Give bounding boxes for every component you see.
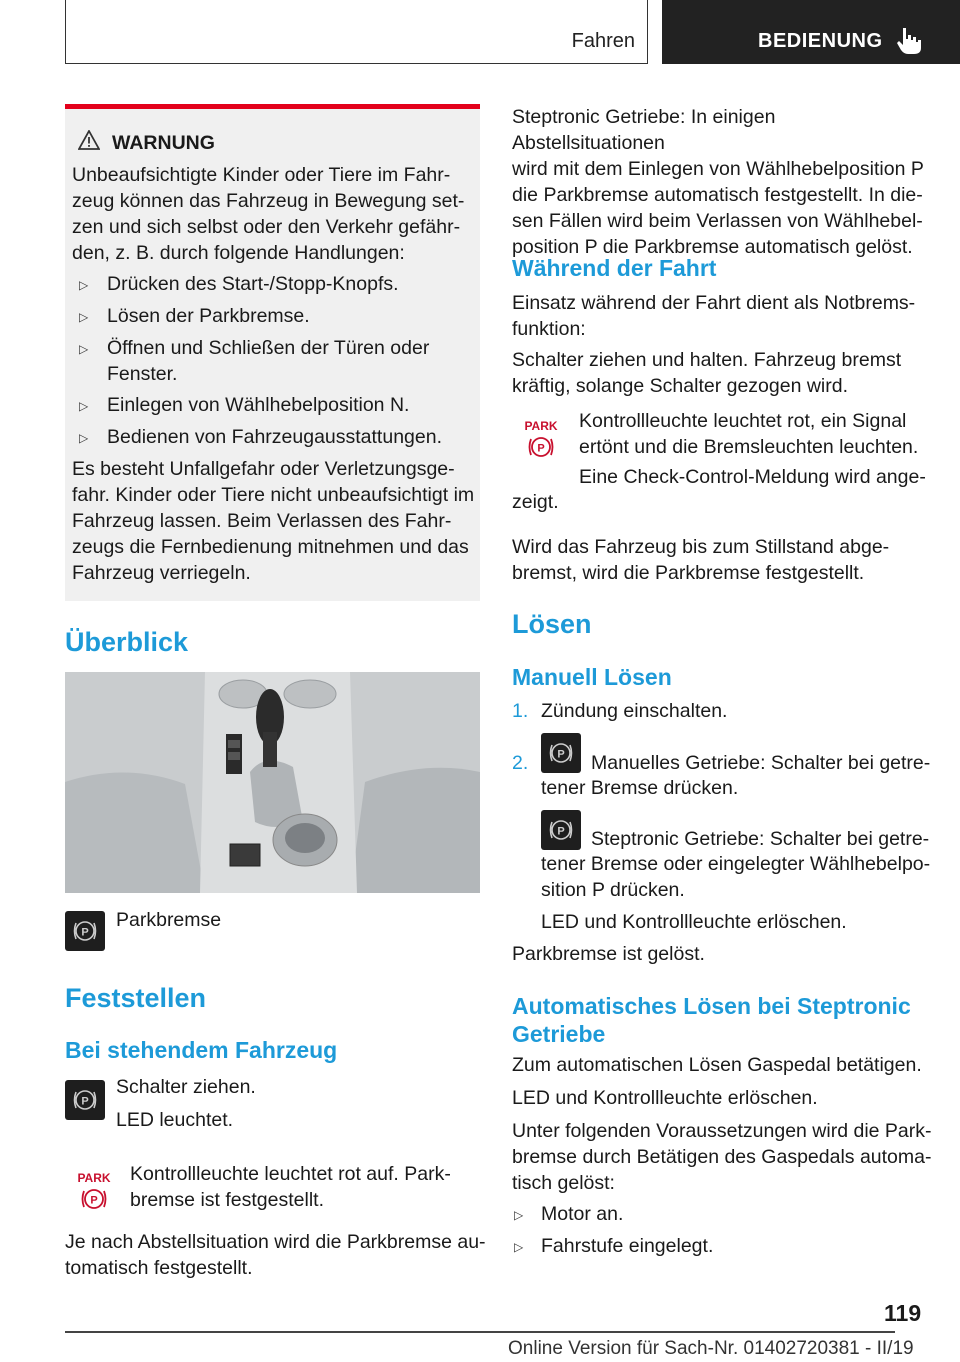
text-steptronic-intro — [512, 104, 932, 260]
heading-apply: Feststellen — [65, 983, 207, 1013]
header-chapter-label: BEDIENUNG — [758, 30, 883, 52]
park-lamp-p: P — [90, 1194, 98, 1207]
text-auto-apply — [65, 1229, 486, 1281]
bullet-triangle-icon: ▷ — [79, 342, 89, 356]
warning-outro — [72, 456, 477, 586]
text-line: position P die Parkbremse automatisch gelöst. — [512, 236, 913, 258]
warning-outro-line: Es besteht Unfallgefahr oder Verletzungsge- — [72, 458, 455, 480]
warning-outro-line: zeugs die Fernbedienung mitnehmen und das — [72, 536, 469, 558]
warning-outro-line: Fahrzeug lassen. Beim Verlassen des Fahr- — [72, 510, 452, 532]
heading-standing: Bei stehendem Fahrzeug — [65, 1037, 338, 1063]
heading-auto-release — [512, 992, 911, 1048]
step-text: Manuelles Getriebe: Schalter bei getre- — [591, 752, 931, 774]
text-check-control: Eine Check-Control-Meldung wird ange- — [579, 466, 926, 488]
text-line: die Parkbremse automatisch festgestellt. In die- — [512, 184, 923, 206]
text-pull-switch: Schalter ziehen. — [116, 1076, 256, 1098]
warning-outro-line: Fahrzeug verriegeln. — [72, 562, 251, 584]
icon-p-letter: P — [557, 825, 565, 838]
icon-p-letter: P — [81, 926, 89, 939]
text-led-off: LED und Kontrollleuchte erlöschen. — [512, 1087, 818, 1109]
step-text: Steptronic Getriebe: Schalter bei getre- — [591, 828, 930, 850]
warning-item: Bedienen von Fahrzeugausstattungen. — [107, 426, 442, 448]
bullet-triangle-icon: ▷ — [79, 399, 89, 413]
text-line: Schalter ziehen und halten. Fahrzeug bremst — [512, 349, 902, 371]
condition-item: Fahrstufe eingelegt. — [541, 1235, 714, 1257]
step-number: 1. — [512, 700, 529, 722]
text-line: Steptronic Getriebe: In einigen Abstellsituationen — [512, 106, 776, 154]
text-line: Kontrollleuchte leuchtet rot, ein Signal — [579, 410, 907, 432]
step-text: tener Bremse oder eingelegter Wählhebelpo- — [541, 853, 931, 875]
park-warning-lamp-icon — [74, 1170, 114, 1214]
heading-line: Automatisches Lösen bei Steptronic — [512, 993, 911, 1019]
step-number: 2. — [512, 752, 529, 774]
bullet-triangle-icon: ▷ — [79, 310, 89, 324]
step-text: Zündung einschalten. — [541, 700, 728, 722]
heading-driving: Während der Fahrt — [512, 255, 717, 281]
text-line: wird mit dem Einlegen von Wählhebelposition P — [512, 158, 924, 180]
park-lamp-text: PARK — [77, 1171, 111, 1185]
warning-intro — [72, 162, 477, 266]
bullet-triangle-icon: ▷ — [514, 1240, 524, 1254]
image-caption: Parkbremse — [116, 909, 222, 931]
parking-brake-icon — [65, 911, 105, 951]
page-number: 119 — [884, 1300, 922, 1326]
text-line: bremst, wird die Parkbremse festgestellt. — [512, 562, 865, 584]
text-line: tomatisch festgestellt. — [65, 1257, 253, 1279]
parking-brake-icon — [65, 1080, 105, 1120]
step-text: sition P drücken. — [541, 879, 685, 901]
text-line: Wird das Fahrzeug bis zum Stillstand abge- — [512, 536, 890, 558]
park-warning-lamp-icon — [521, 418, 561, 462]
park-lamp-p: P — [537, 442, 545, 455]
text-line: funktion: — [512, 318, 586, 340]
warning-outro-line: fahr. Kinder oder Tiere nicht unbeaufsichtigt im — [72, 484, 475, 506]
hand-pointer-icon — [895, 26, 923, 56]
text-line: Einsatz während der Fahrt dient als Notbrems- — [512, 292, 916, 314]
park-lamp-text: PARK — [524, 419, 558, 433]
text-line: bremse durch Betätigen des Gaspedals automa- — [512, 1146, 932, 1168]
text-line: tisch gelöst: — [512, 1172, 615, 1194]
text-released: Parkbremse ist gelöst. — [512, 943, 705, 965]
icon-p-letter: P — [81, 1095, 89, 1108]
warning-item-cont: Fenster. — [107, 363, 178, 385]
warning-item: Drücken des Start-/Stopp-Knopfs. — [107, 273, 399, 295]
text-lamp-left — [130, 1161, 451, 1213]
header-section-label: Fahren — [571, 30, 635, 52]
text-line: Unter folgenden Voraussetzungen wird die Park- — [512, 1120, 932, 1142]
warning-intro-line: den, z. B. durch folgende Handlungen: — [72, 242, 405, 264]
step-text: LED und Kontrollleuchte erlöschen. — [541, 911, 847, 933]
text-led-on: LED leuchtet. — [116, 1109, 234, 1131]
icon-p-letter: P — [557, 748, 565, 761]
text-line: ertönt und die Bremsleuchten leuchten. — [579, 436, 919, 458]
warning-item: Öffnen und Schließen der Türen oder — [107, 337, 430, 359]
text-conditions — [512, 1118, 932, 1196]
text-line: Je nach Abstellsituation wird die Parkbremse au- — [65, 1231, 486, 1253]
parking-brake-icon — [541, 733, 581, 773]
footer-divider — [65, 1331, 895, 1333]
bullet-triangle-icon: ▷ — [79, 431, 89, 445]
warning-item: Einlegen von Wählhebelposition N. — [107, 394, 410, 416]
text-emergency — [512, 290, 932, 342]
warning-item: Lösen der Parkbremse. — [107, 305, 310, 327]
text-gas-pedal: Zum automatischen Lösen Gaspedal betätigen. — [512, 1054, 922, 1076]
footer-text: Online Version für Sach-Nr. 01402720381 - II/19 — [508, 1338, 914, 1359]
warning-title: WARNUNG — [112, 132, 215, 154]
warning-triangle-icon — [78, 130, 100, 150]
text-standstill — [512, 534, 932, 586]
header-section-box — [65, 0, 648, 64]
condition-item: Motor an. — [541, 1203, 624, 1225]
text-pull-hold — [512, 347, 932, 399]
step-text: tener Bremse drücken. — [541, 777, 739, 799]
bullet-triangle-icon: ▷ — [79, 278, 89, 292]
warning-intro-line: Unbeaufsichtigte Kinder oder Tiere im Fahr- — [72, 164, 451, 186]
text-line: kräftig, solange Schalter gezogen wird. — [512, 375, 849, 397]
text-line: Kontrollleuchte leuchtet rot auf. Park- — [130, 1163, 451, 1185]
parking-brake-icon — [541, 810, 581, 850]
warning-intro-line: zeug können das Fahrzeug in Bewegung set- — [72, 190, 465, 212]
text-lamp-right — [579, 408, 918, 460]
text-line: sen Fällen wird beim Verlassen von Wählhebel- — [512, 210, 923, 232]
bullet-triangle-icon: ▷ — [514, 1208, 524, 1222]
text-line: bremse ist festgestellt. — [130, 1189, 324, 1211]
warning-intro-line: zen und sich selbst oder den Verkehr gefähr- — [72, 216, 461, 238]
heading-manual: Manuell Lösen — [512, 664, 672, 690]
text-check-control-cont: zeigt. — [512, 491, 559, 513]
heading-overview: Überblick — [65, 627, 189, 657]
heading-release: Lösen — [512, 609, 592, 639]
heading-line: Getriebe — [512, 1021, 606, 1047]
console-photo — [65, 672, 480, 893]
